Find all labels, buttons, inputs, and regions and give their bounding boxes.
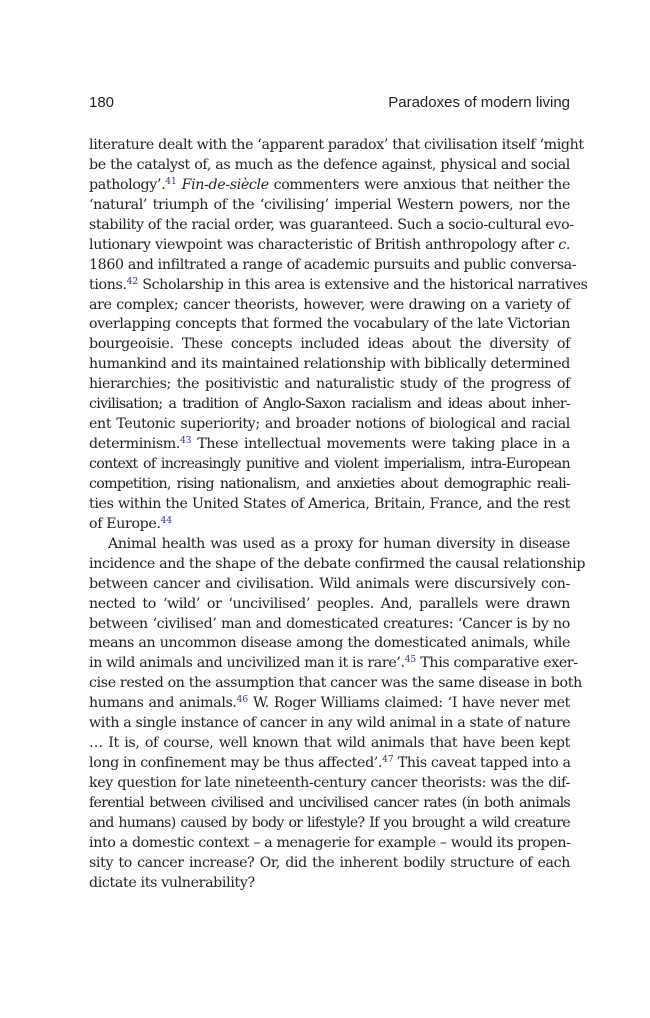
text-run: literature dealt with the ‘apparent paradox’ that civilisation itself ‘might: [89, 137, 584, 153]
text-run: with a single instance of cancer in any wild animal in a state of nature: [89, 715, 571, 732]
text-run: into a domestic context – a menagerie for example – would its propen-: [89, 834, 571, 851]
text-line: [89, 455, 570, 475]
text-line: [89, 375, 570, 395]
text-line: [89, 335, 570, 355]
text-run: and humans) caused by body or lifestyle? If you brought a wild creature: [89, 814, 570, 831]
text-line: [89, 714, 570, 734]
text-line: [89, 296, 570, 316]
text-run: overlapping concepts that formed the vocabulary of the late Victorian: [89, 316, 570, 333]
text-run: 1860 and infiltrated a range of academic pursuits and public conversa-: [89, 256, 577, 273]
text-line: [89, 415, 570, 435]
text-run: context of increasingly punitive and violent imperialism, intra-European: [89, 456, 570, 472]
text-line: [89, 156, 570, 176]
text-line: [89, 814, 570, 834]
text-run: Scholarship in this area is extensive and the historical narratives: [138, 276, 588, 293]
text-run: incidence and the shape of the debate confirmed the causal relationship: [89, 555, 586, 572]
footnote-marker[interactable]: 46: [236, 695, 249, 706]
text-line: [89, 216, 574, 236]
text-run: civilisation; a tradition of Anglo-Saxon racialism and ideas about inher-: [89, 396, 570, 413]
text-line: [89, 634, 570, 654]
text-line: [89, 575, 570, 595]
page-number: 180: [89, 94, 115, 111]
text-line: [89, 435, 570, 455]
footnote-marker[interactable]: 44: [160, 515, 173, 526]
text-run: Animal health was used as a proxy for human diversity in disease: [108, 535, 570, 552]
text-line: [89, 794, 570, 814]
text-run: ferential between civilised and uncivilised cancer rates (in both animals: [89, 794, 570, 811]
text-run: ent Teutonic superiority; and broader notions of biological and racial: [89, 416, 570, 433]
text-line: [89, 654, 578, 674]
paragraph-2: [89, 535, 586, 894]
text-line: [89, 734, 570, 754]
text-run: long in confinement may be thus affected’.: [89, 755, 383, 772]
text-line: [89, 854, 570, 874]
text-run: humans and animals.: [89, 695, 237, 712]
text-run: nected to ‘wild’ or ‘uncivilised’ peoples. And, parallels were drawn: [89, 595, 570, 612]
text-run: dictate its vulnerability?: [89, 874, 255, 891]
text-run: W. Roger Williams claimed: ‘I have never met: [248, 695, 570, 712]
footnote-marker[interactable]: 47: [382, 755, 394, 766]
body-text: [89, 136, 588, 894]
running-title: Paradoxes of modern living: [388, 94, 570, 111]
text-line: [89, 774, 570, 794]
text-run: between ‘civilised’ man and domesticated creatures: ‘Cancer is by no: [89, 615, 570, 632]
text-line: [89, 555, 586, 575]
text-run: stability of the racial order, was guaranteed. Such a socio-cultural evo-: [89, 216, 574, 233]
text-line: [89, 694, 570, 714]
text-line: [89, 236, 570, 256]
footnote-marker[interactable]: 42: [126, 276, 139, 287]
text-run: … It is, of course, well known that wild animals that have been kept: [89, 735, 570, 752]
text-run: be the catalyst of, as much as the defence against, physical and social: [89, 156, 570, 173]
text-run: means an uncommon disease among the domesticated animals, while: [89, 635, 570, 652]
text-line: [89, 615, 570, 635]
text-run: are complex; cancer theorists, however, were drawing on a variety of: [89, 296, 570, 313]
text-run: ‘natural’ triumph of the ‘civilising’ imperial Western powers, nor the: [89, 196, 570, 213]
text-run: These intellectual movements were taking place in a: [191, 436, 570, 453]
text-line: [89, 256, 577, 276]
text-run: tions.: [89, 276, 127, 293]
text-line: [89, 136, 584, 156]
text-run: competition, rising nationalism, and anxieties about demographic reali-: [89, 475, 570, 492]
text-run: between cancer and civilisation. Wild animals were discursively con-: [89, 575, 570, 592]
text-line: [89, 196, 570, 216]
text-line: [89, 834, 570, 854]
text-run: sity to cancer increase? Or, did the inherent bodily structure of each: [89, 854, 570, 871]
italic-text: c.: [558, 236, 570, 253]
text-line: [89, 176, 570, 196]
text-line: [89, 535, 570, 555]
text-line: [89, 495, 570, 515]
text-line: [89, 276, 588, 296]
text-line: [89, 754, 570, 774]
text-line: [89, 475, 570, 495]
text-run: lutionary viewpoint was characteristic of British anthropology after: [89, 236, 559, 253]
text-run: hierarchies; the positivistic and naturalistic study of the progress of: [89, 376, 570, 393]
text-line: [89, 874, 570, 894]
text-run: cise rested on the assumption that cancer was the same disease in both: [89, 675, 582, 692]
text-line: [89, 674, 582, 694]
text-run: of Europe.: [89, 515, 161, 532]
paragraph-1: [89, 136, 588, 535]
footnote-marker[interactable]: 45: [404, 655, 417, 666]
text-run: ties within the United States of America, Britain, France, and the rest: [89, 495, 570, 512]
text-run: bourgeoisie. These concepts included ideas about the diversity of: [89, 336, 570, 353]
text-line: [89, 395, 570, 415]
text-line: [89, 595, 570, 615]
text-run: humankind and its maintained relationship with biblically determined: [89, 356, 570, 373]
text-run: key question for late nineteenth-century cancer theorists: was the dif-: [89, 775, 570, 791]
text-line: [89, 355, 570, 375]
text-run: pathology’.: [89, 176, 166, 193]
text-run: This comparative exer-: [416, 655, 578, 672]
text-run: commenters were anxious that neither the: [268, 176, 570, 193]
text-run: determinism.: [89, 436, 181, 453]
text-run: This caveat tapped into a: [393, 755, 571, 772]
text-line: [89, 515, 570, 535]
italic-text: Fin-de-siècle: [181, 176, 269, 193]
text-line: [89, 315, 570, 335]
text-run: in wild animals and uncivilized man it is rare’.: [89, 655, 405, 672]
footnote-marker[interactable]: 41: [165, 176, 177, 187]
footnote-marker[interactable]: 43: [180, 436, 192, 447]
running-head: [89, 94, 570, 111]
